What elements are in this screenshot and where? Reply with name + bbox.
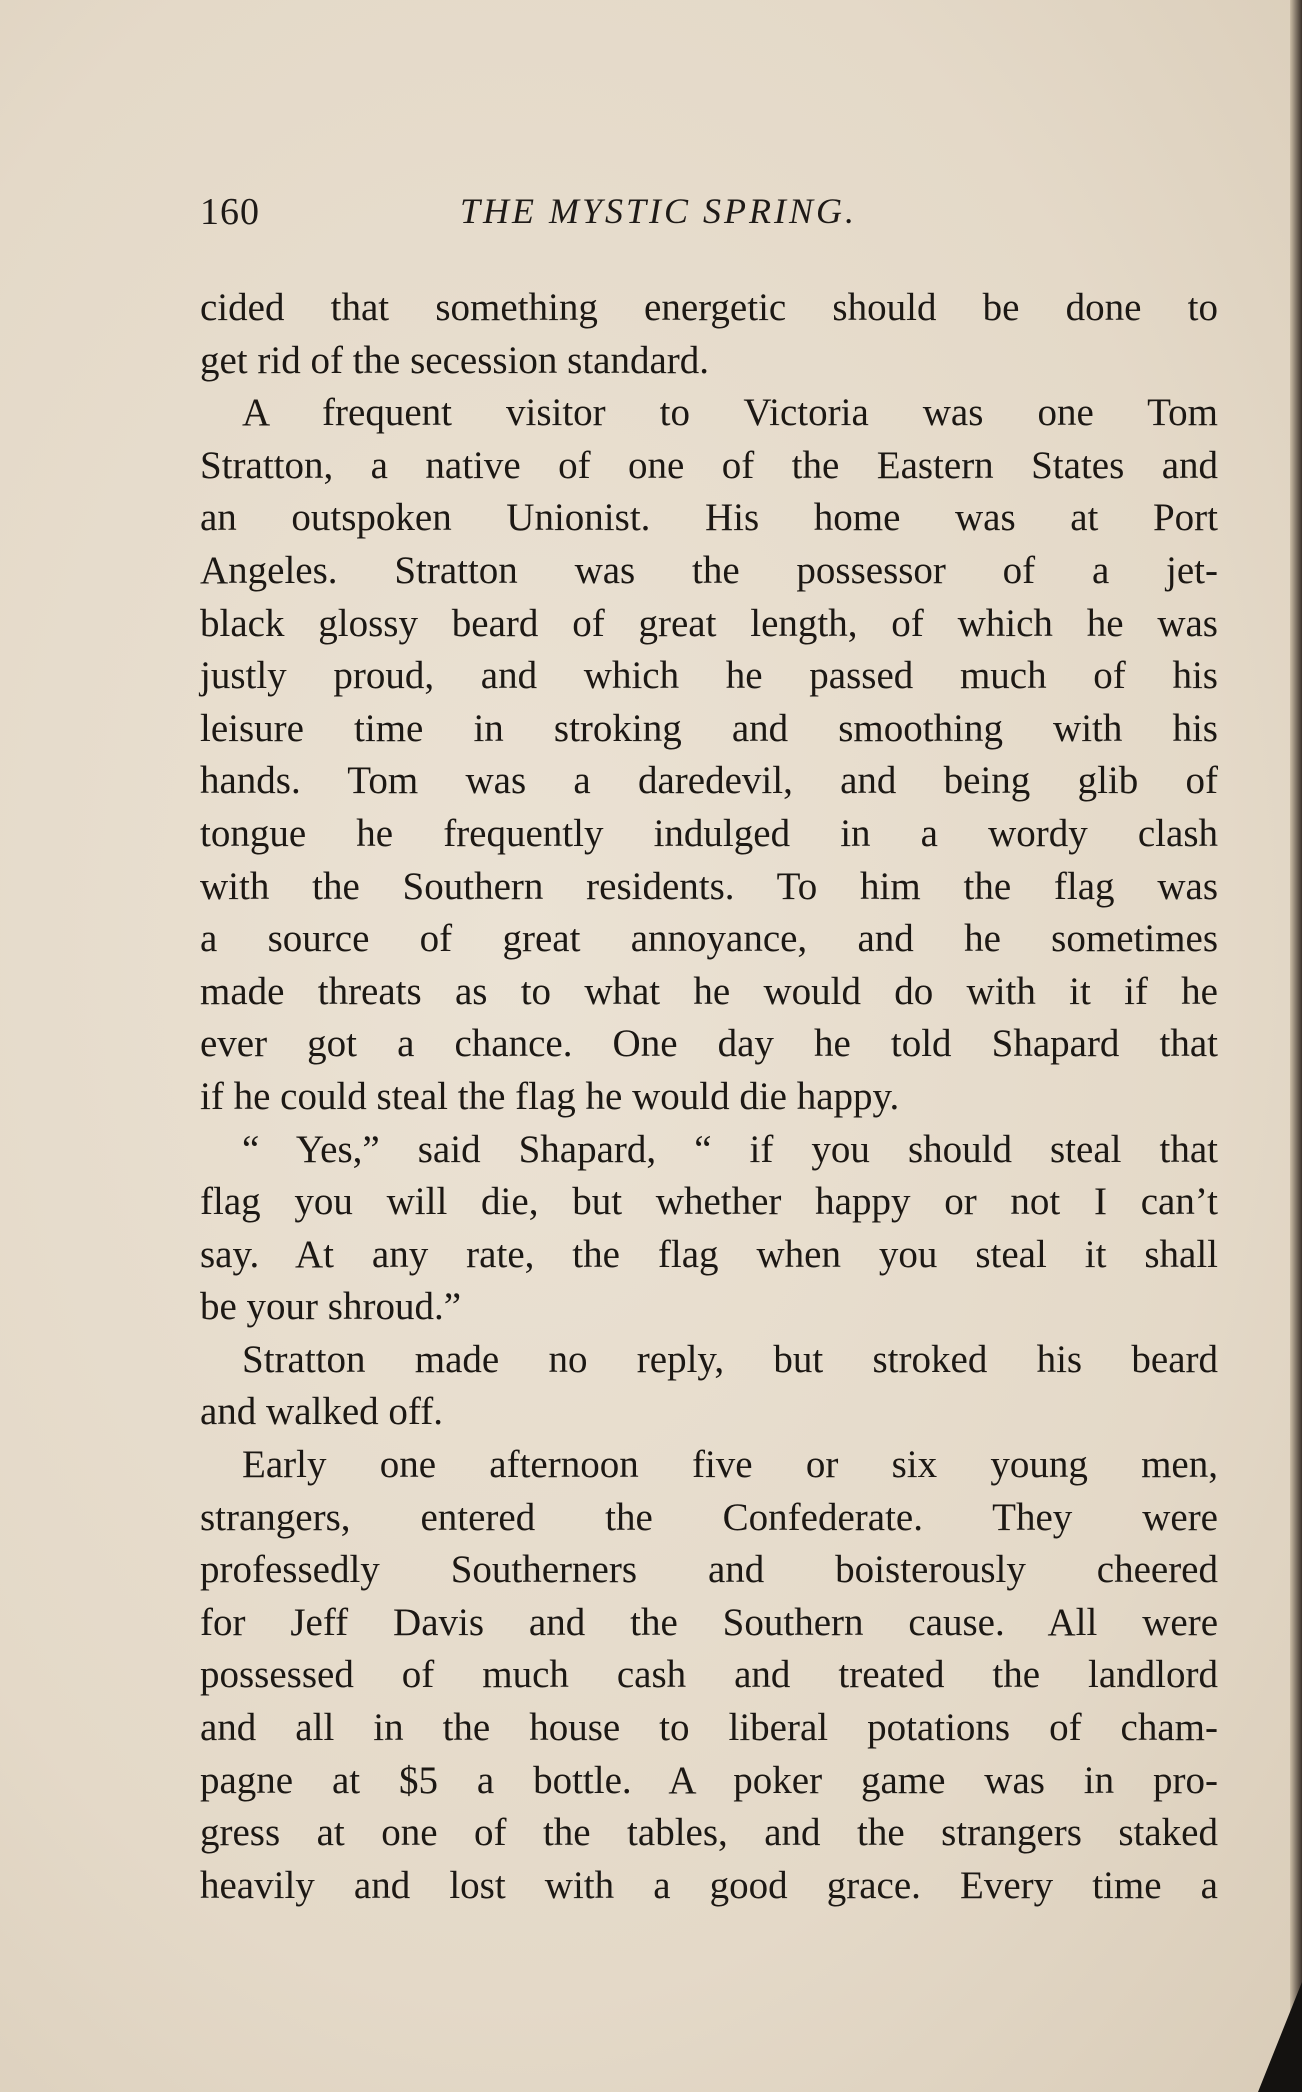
body-text <box>200 282 1218 1912</box>
text-line: strangers, entered the Confederate. They were <box>200 1495 1218 1539</box>
text-line: gress at one of the tables, and the strangers staked <box>200 1811 1218 1855</box>
text-line: heavily and lost with a good grace. Every time a <box>200 1863 1218 1907</box>
text-line: made threats as to what he would do with it if he <box>200 969 1218 1013</box>
text-line: with the Southern residents. To him the flag was <box>200 864 1218 908</box>
text-line: ever got a chance. One day he told Shapard that <box>200 1022 1218 1066</box>
text-line: pagne at $5 a bottle. A poker game was in pro- <box>200 1758 1218 1802</box>
text-line: Angeles. Stratton was the possessor of a jet- <box>200 548 1218 592</box>
text-line: a source of great annoyance, and he sometimes <box>200 917 1218 961</box>
text-line: possessed of much cash and treated the landlord <box>200 1653 1218 1697</box>
page-edge-shadow <box>1290 0 1302 2092</box>
text-line: Early one afternoon five or six young men, <box>242 1443 1218 1487</box>
corner-shadow <box>1258 1982 1302 2092</box>
text-line: flag you will die, but whether happy or not I can’t <box>200 1180 1218 1224</box>
text-line: say. At any rate, the flag when you steal it shall <box>200 1232 1218 1276</box>
text-line: for Jeff Davis and the Southern cause. All were <box>200 1600 1218 1644</box>
text-line: get rid of the secession standard. <box>200 338 710 382</box>
text-line: tongue he frequently indulged in a wordy clash <box>200 811 1218 855</box>
text-line: Stratton, a native of one of the Eastern States and <box>200 443 1218 487</box>
text-line: and walked off. <box>200 1390 443 1434</box>
text-line: A frequent visitor to Victoria was one Tom <box>242 391 1218 435</box>
text-line: be your shroud.” <box>200 1285 462 1329</box>
text-line: Stratton made no reply, but stroked his beard <box>242 1337 1218 1381</box>
text-line: if he could steal the flag he would die happy. <box>200 1074 900 1118</box>
text-line: professedly Southerners and boisterously cheered <box>200 1548 1218 1592</box>
text-line: “ Yes,” said Shapard, “ if you should steal that <box>242 1127 1218 1171</box>
page-header <box>200 190 1220 250</box>
text-line: justly proud, and which he passed much of his <box>200 654 1218 698</box>
text-line: and all in the house to liberal potations of cham- <box>200 1706 1218 1750</box>
text-line: leisure time in stroking and smoothing with his <box>200 706 1218 750</box>
text-line: an outspoken Unionist. His home was at Port <box>200 496 1218 540</box>
page-number: 160 <box>200 191 260 233</box>
text-line: hands. Tom was a daredevil, and being glib of <box>200 759 1218 803</box>
running-title: THE MYSTIC SPRING. <box>460 191 858 231</box>
text-line: black glossy beard of great length, of which he was <box>200 601 1218 645</box>
text-line: cided that something energetic should be done to <box>200 286 1218 329</box>
